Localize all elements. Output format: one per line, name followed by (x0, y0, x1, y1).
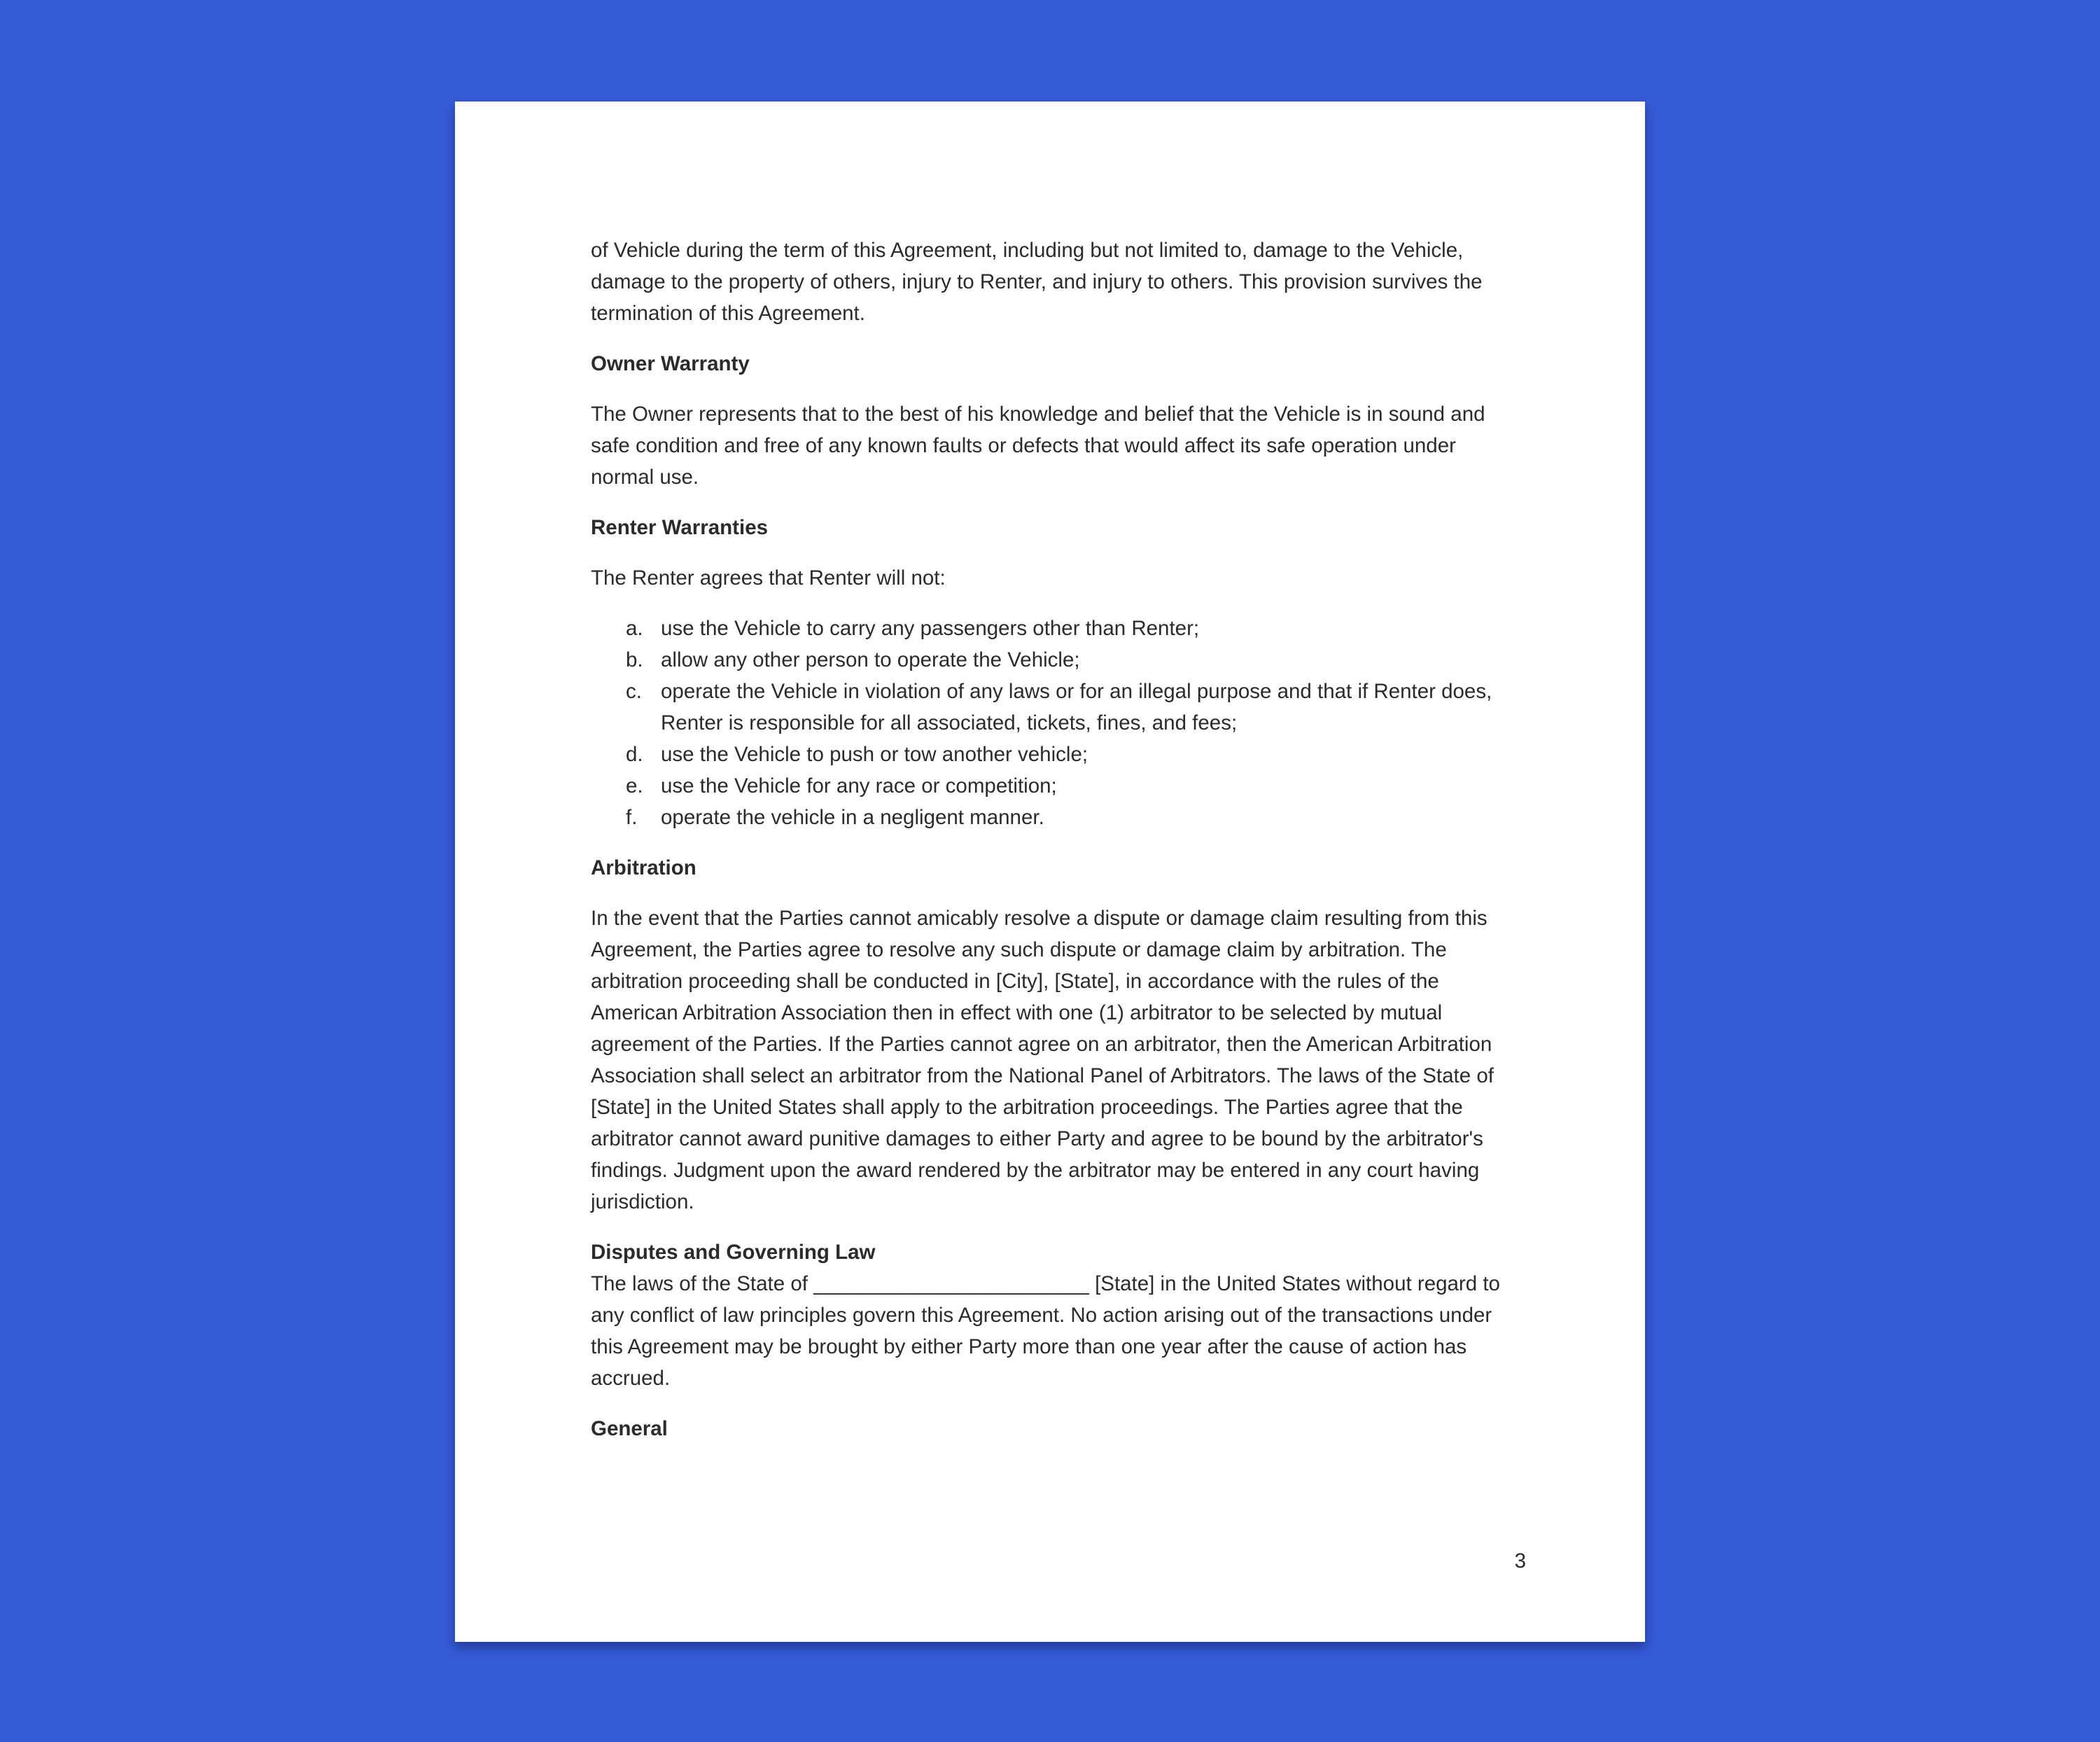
list-marker: a. (626, 617, 643, 640)
list-item-text: use the Vehicle to push or tow another vehicle; (661, 743, 1088, 766)
arbitration-heading: Arbitration (591, 856, 696, 879)
list-item (626, 802, 1522, 833)
disputes-heading: Disputes and Governing Law (591, 1241, 876, 1264)
renter-warranties-heading: Renter Warranties (591, 516, 769, 539)
arbitration-paragraph: In the event that the Parties cannot amicably resolve a dispute or damage claim resulting from this Agreement, the Parties agree to resolve any such dispute or damage claim by arbitration. The arbitration proceeding shall be conducted in [City], [State], in accordance with the rules of the American Arbitration Association then in effect with one (1) arbitrator to be selected by mutual agreement of the Parties. If the Parties cannot agree on an arbitrator, then the American Arbitration Association shall select an arbitrator from the National Panel of Arbitrators. The laws of the State of [State] in the United States shall apply to the arbitration proceedings. The Parties agree that the arbitrator cannot award punitive damages to either Party and agree to be bound by the arbitrator's findings. Judgment upon the award rendered by the arbitrator may be entered in any court having jurisdiction. (591, 907, 1494, 1213)
list-item (626, 739, 1522, 770)
list-marker: d. (626, 743, 643, 766)
list-item-text: operate the vehicle in a negligent manner. (661, 806, 1044, 829)
list-marker: f. (626, 806, 638, 829)
intro-paragraph: of Vehicle during the term of this Agreement, including but not limited to, damage to the Vehicle, damage to the property of others, injury to Renter, and injury to others. This provision survives the termination of this Agreement. (591, 239, 1483, 325)
list-marker: e. (626, 774, 643, 797)
list-item-text: use the Vehicle for any race or competition; (661, 774, 1057, 797)
list-marker: c. (626, 680, 642, 703)
list-item-text: operate the Vehicle in violation of any laws or for an illegal purpose and that if Renter does, Renter is responsible for all associated, tickets, fines, and fees; (661, 680, 1492, 734)
list-item (626, 676, 1522, 739)
renter-warranties-lead: The Renter agrees that Renter will not: (591, 566, 946, 590)
page-number: 3 (1514, 1549, 1526, 1573)
list-item-text: allow any other person to operate the Vehicle; (661, 648, 1080, 671)
page-content (591, 235, 1522, 1463)
list-item (626, 770, 1522, 802)
owner-warranty-paragraph: The Owner represents that to the best of his knowledge and belief that the Vehicle is in sound and safe condition and free of any known faults or defects that would affect its safe operation under normal use. (591, 403, 1485, 489)
list-item-text: use the Vehicle to carry any passengers other than Renter; (661, 617, 1200, 640)
general-heading: General (591, 1417, 668, 1440)
renter-warranties-list (591, 613, 1522, 833)
disputes-paragraph: The laws of the State of ________________________ [State] in the United States without regard to any conflict of law principles govern this Agreement. No action arising out of the transactions under this Agreement may be brought by either Party more than one year after the cause of action has accrued. (591, 1272, 1500, 1390)
list-item (626, 613, 1522, 644)
owner-warranty-heading: Owner Warranty (591, 352, 750, 375)
list-marker: b. (626, 648, 643, 671)
list-item (626, 644, 1522, 676)
document-page (455, 102, 1645, 1642)
